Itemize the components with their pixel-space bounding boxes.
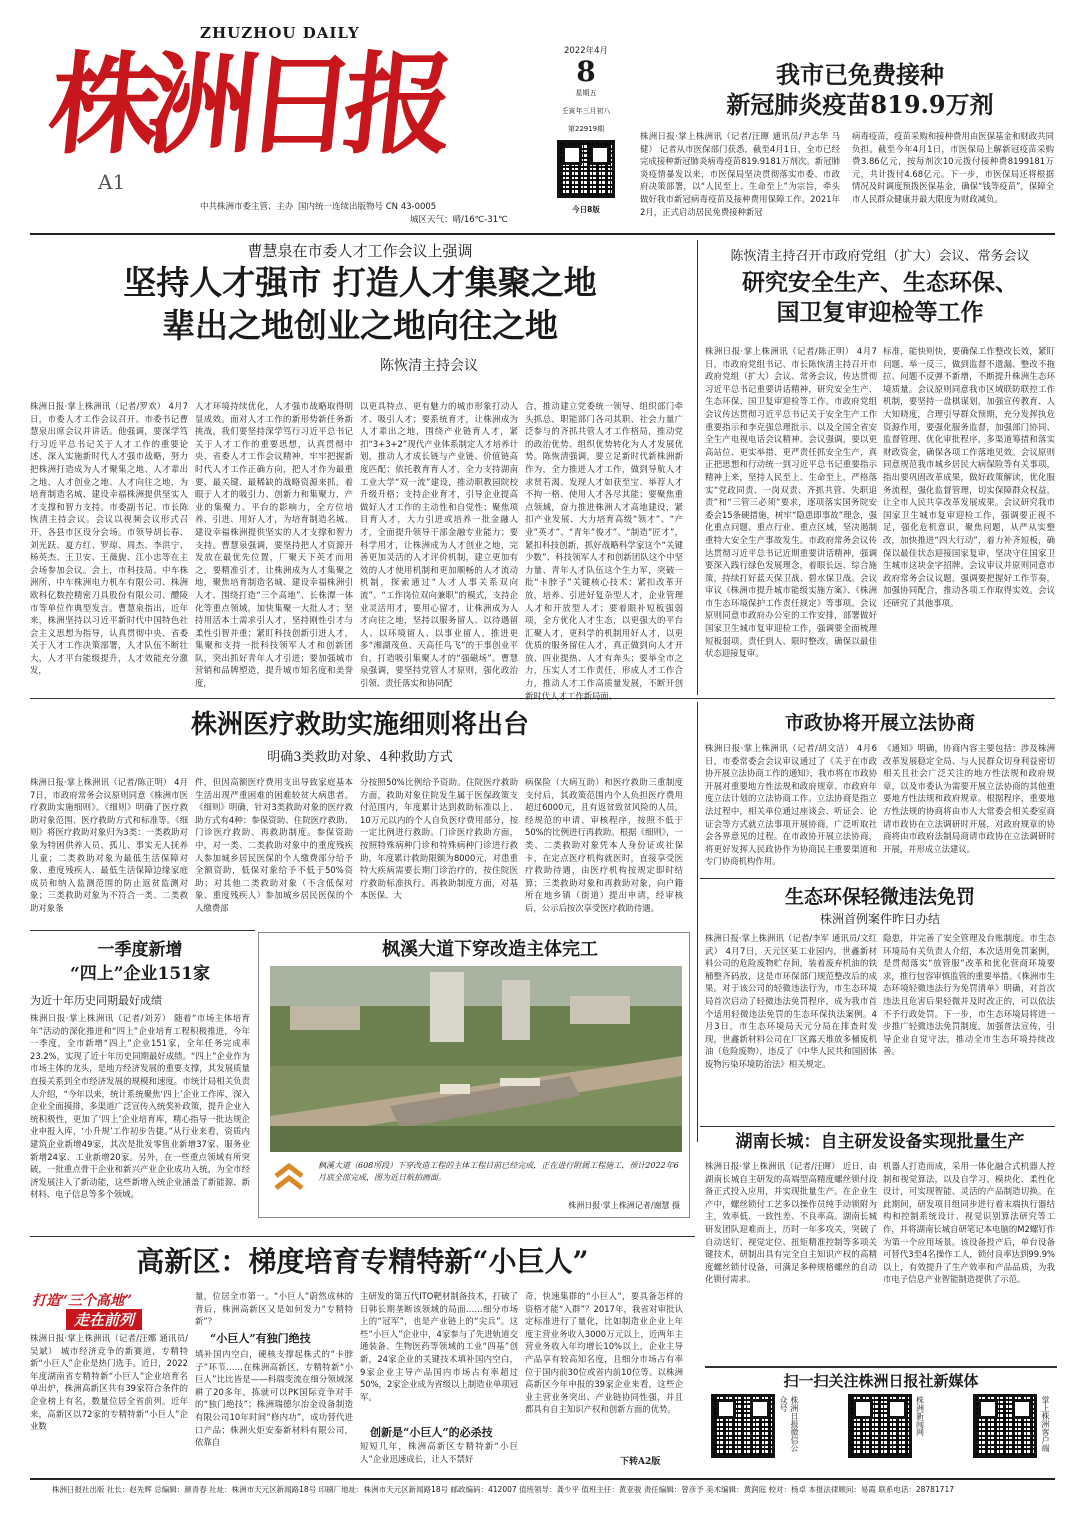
medical-title: 株洲医疗救助实施细则将出台 [190,710,529,740]
changcheng-col-2: 机器人打造而成，采用一体化融合式机器人控制和视觉算法，以及自学习、模块化、柔性化设计，可实现智能、灵活的产品制造切换。在此期间，研发项目组同步进行着末端执行器结构和控制系统设计、视觉识别算法研究等工作，并将湖南长城自研笔记本电脑的M2螺钉作为第一个应用场景。该设备投产后，单台设备可替代3至4名操作工人，锁付良率达到99.9%以上，有效提升了生产效率和产品品质，为我市电子信息产业智能制造提供了示范。 [883,1161,1055,1285]
day: 8 [576,55,596,88]
safety-col-2: 标准，能快则快，要确保工作整改长效，紧盯问题、举一反三，做到监督不遗漏、整改不拖拉、问题不反弹不新增，不断提升株洲生态环境质量。会议原则同意我市区域联防联控工作机制，要坚持一盘棋谋划，加强宣传教育、人大知晓度，合理引导群众预期，充分发挥执危资源作用，要强化服务监督，加强部门协同、监督管理、优化审批程序，多渠道筹措和落实财政资金，确保各项工作落地见效。会议原则同意规范我市城乡居民大病保险等有关事项，指出要巩固改革成果，做好政策解读，优化服务流程，强化监督管理，切实保障群众权益，让全市人民共享改革发展成果。会议研究我市国家卫生城市复审迎检工作，强调要正视不足，强化危机意识，聚焦问题，从严从实整改，加快推进“四大行动”，着力补齐短板，确保以最佳状态迎接国家复审，坚决守住国家卫生城市这块金字招牌。会议审议并原则同意市政府常务会议议题，强调要把握好工作节奏，加强协同配合，推动各项工作取得实效。会议还研究了其他事项。 [883,346,1055,608]
masthead-logo: 株洲日报 [43,40,449,169]
talent-col-2: 人才环境持续优化，人才强市战略取得明显成效。面对人才工作的新形势新任务新挑战，我们要坚持深学笃行习近平总书记关于人才工作的重要思想，认真贯彻中央、省委人才工作会议精神，牢牢把握新时代人才工作正确方向，把人才作为最重要、最关键、最稀缺的战略资源来抓，着眼于人才的吸引力、创新力和集聚力，产业的集聚力、平台的影响力，全方位培养、引进、用好人才，为培育制造名城、建设幸福株洲提供坚实的人才支撑和智力支持。曹慧泉强调，要坚持把人才资源开发放在最优先位置，厂聚天下英才而用之，要精准引才，让株洲成为人才集聚之地，聚焦培育制造名城、建设幸福株洲引人才、围绕打造“三个高地”、长株潭一体化等重点领域，加快集聚一大批人才；坚持用活本土需求引人才，坚持刚性引才与柔性引智并重；紧盯科技创新引进人才，集聚和支持一批科技领军人才和创新团队，突出抓好青年人才引进；要加强城市营销和品牌塑造，提升城市知名度和美誉度， [195,401,353,689]
talent-col-4: 合，推动建立党委统一领导、组织部门牵头抓总、职能部门各司其职、社会力量广泛参与的齐抓共管人才工作格局，推动党的政治优势、组织优势转化为人才发展优势。陈恢清强调，要立足新时代新株洲新作为，全力推进人才工作，做到导航人才求贤若渴、发现人才如获至宝、举荐人才不拘一格、使用人才各尽其能；要聚焦重点领域，奋力推进株洲人才高地建设，紧扣产业发展、大力培育高级“领才”、“产业”英才”、“青年”俊才”、“制造”匠才”，紧扣科技创新，抓好战略科学家这个“关键少数”、科技领军人才和创新团队这个中坚力量、青年人才队伍这个生力军，突破一批“卡脖子”关键核心技术；紧扣改革开放，培养、引进好复杂型人才，企业管理人才和开放型人才；要着眼补短板强弱项，全方优化人才生态，以更强大的平台汇聚人才，更科学的机制用好人才，以更优质的服务留住人才，真正做到向人才开放、四业提热、人才有奔头；要举全市之力，压实人才工作责任，形成人才工作合力，推动人才工作高质量发展，不断开创新时代人才工作新局面。 [525,401,683,701]
hitech-col-3: 主研发的第五代ITO靶材制备技术，打破了日韩长期垄断该领域的局面……细分市场上的“冠军”，也是产业链上的“尖兵”。这些“小巨人”企业中，4家参与了先进轨道交通装备、生物医药等领域的工业“四基”创新，24家企业的关键技术填补国内空白，9家企业主导产品国内市场占有率超过50%，2家企业成为省级以上制造业单项冠军。 [360,1291,518,1402]
q1-body: 株洲日报·掌上株洲讯（记者/刘芳） 随着“市场主体培育年”活动的深化推进和“四上”企业培育工程积极推进，今年一季度，全市新增“四上”企业151家，全年任务完成率23.2%，实现了近十年历史同期最好成绩。“四上”企业作为市场主体的龙头，是地方经济发展的重要支撑，其发展质量直接关系到全市经济发展的规模和速度。市统计局相关负责人介绍，“今年以来，统计系统聚焦‘四上’企业工作库，深入企业全面摸排，多渠道广泛宣传入统奖补政策，提升企业入统积极性，更加了‘四上’企业培育库，精心指导一批达规企业申报入库，‘小升规’工作初步告捷。”从行业来看，资质内建筑企业新增49家，其次是批发零售业新增37家、服务业新增24家、工业新增20家。另外，在一些重点领域有所突破，一批重点骨干企业和新兴产业企业成功入统，为全市经济发展注入了新动能，这些新增入统企业涵盖了新能源、新材料、电子信息等多个领域。 [30,1013,250,1200]
hitech-jump: 下转A2版 [620,1457,661,1467]
changcheng-col-1: 株洲日报·掌上株洲讯（记者/汪暉） 近日，由湖南长城自主研发的高端型高精度螺丝锁付设备正式投入应用，并实现批量生产。在企业生产中，螺丝锁付工艺多以操作员纯手动锁附为主，效率低、一致性差、不良率高。湖南长城研发团队迎难而上，历时一年多攻关，突破了自动送钉、视觉定位、扭矩精准控制等多项关键技术，研制出具有完全自主知识产权的高精度螺丝锁付设备，可满足多种规格螺丝的自动化锁付需求。 [705,1161,877,1285]
top-story-title-2: 新冠肺炎疫苗819.9万剂 [726,90,994,119]
medical-col-2: 件，但因高额医疗费用支出导致家庭基本生活出现严重困难的困难较贫大病患者。《细则》明确，针对3类救助对象的医疗救助方式有4种：参保资助、住院医疗救助、门诊医疗救助、再救助制度。参保资助中，对一类、二类救助对象中的重度残疾人参加城乡居民医保的个人缴费部分给予全额资助，低保对象给予不低于50%资助；对其他二类救助对象（不含低保对象、重度残疾人）参加城乡居民医保的个人缴费部 [195,777,353,913]
talent-title-1: 坚持人才强市 打造人才集聚之地 [123,263,597,302]
qr-section-title: 扫一扫关注株洲日报社新媒体 [783,1372,979,1390]
masthead-en: ZHUZHOU DAILY [200,24,360,42]
qr-wechat-label: 株洲日报微信公众号 [779,1396,799,1452]
safety-title-2: 国卫复审迎检等工作 [776,299,984,326]
eco-col-2: 隐患，并完善了安全管理及台账制度。市生态环境局有关负责人介绍，本次适用免罚案例，是贯彻落实“放管服”改革和优化营商环境要求，推行包容审慎监管的重要举措。《株洲市生态环境轻微违法行为免罚清单》明确，对首次违法且危害后果轻微并及时改正的，可以依法不予行政处罚。下一步，市生态环境局将进一步推广轻微违法免罚制度，加强普法宣传，引导企业自觉守法，推动全市生态环境持续改善。 [883,933,1055,1057]
changcheng-title: 湖南长城：自主研发设备实现批量生产 [735,1132,1025,1152]
aerial-photo-svg [270,966,682,1152]
weather: 城区天气：晴/16℃-31℃ [410,215,508,225]
cppcc-col-1: 株洲日报·掌上株洲讯（记者/胡文洁） 4月6日，市委常委会会议审议通过了《关于在市政协开展立法协商工作的通知》，我市将在市政协开展对重要地方性法规和政府规章、市政府年度立法计划的立法协商工作。立法协商是指立法过程中，相关单位通过座谈会、听证会、论证会等方式就立法事项开展协商，广泛听取社会各界意见的过程。在市政协开展立法协商，将更好发挥人民政协作为协商民主重要渠道和专门协商机构作用。 [705,743,877,867]
pages-today: 今日8版 [572,205,600,214]
hitech-col-3-head: 创新是“小巨人”的必杀技 [370,1426,493,1439]
talent-col-3: 以更具特点、更有魅力的城市形象打动人才、吸引人才；要系统育才，让株洲成为人才辈出之地，围绕产业链育人才，紧扣“3+3+2”现代产业体系制定人才培养计划，推动人才成长链与产业链、价值链高度匹配；依托教育育人才，全力支持湖南工业大学“双一流”建设，推动职教园院校升级升格；支持企业育才，引导企业提高做好人才工作的主动性和自觉性；聚焦项目育人才，大力引进或培养一批金融人才，全面提升领导干部金融专业能力；要科学用才，让株洲成为人才创业之地，完善更加灵活的人才评价机制，建立更加有效的人才使用机制和更加顺畅的人才流动机制，探索通过“人才人事关系双向流”、“工作岗位双向兼职”的模式，支持企业灵活用才，要用心留才，让株洲成为人才向往之地，坚持以服务留人、以待遇留人、以环境留人、以事业留人，推进更多“湘湖茂鱼、天高任鸟飞”的干事创业平台，打造吸引集聚人才的“强磁场”。曹慧泉强调，要坚持党管人才原则，强化政治引领、责任落实和协同配 [360,401,518,689]
talent-title-2: 辈出之地创业之地向往之地 [162,306,558,345]
page-number: A1 [98,170,126,194]
hitech-title: 高新区：梯度培育专精特新“小巨人” [136,1245,589,1278]
talent-col-1: 株洲日报·掌上株洲讯（记者/罗欢） 4月7日，市委人才工作会议召开。市委书记曹慧泉出席会议并讲话。他强调，要深学笃行习近平总书记关于人才工作的重要论述，深入实施新时代人才强市战略，努力把株洲打造成为人才聚集之地、人才辈出之地、人才创业之地、人才向往之地，为培育制造名城、建设幸福株洲提供坚实人才支撑和智力支持。市委副书记、市长陈恢清主持会议。会议以视频会议形式召开，各县市区设分会场。市领导胡长春、刘光跃、夏方红、罗琼、周杰、李洪宁、杨英杰、王卫安、王薇旎、江小忠等在主会场参加会议。会上，市科技局、中车株洲所、中车株洲电力机车有限公司、株洲欧科亿数控精密刀具股份有限公司、醴陵市等单位作典型发言。曹慧泉指出，近年来，株洲坚持以习近平新时代中国特色社会主义思想为指导，认真贯彻中央、省委关于人才工作决策部署，人才队伍不断壮大，人才平台能级提升，人才效能充分激发， [30,401,188,676]
top-story-col-2: 病毒疫苗，疫苗采购和接种费用由医保基金和财政共同负担。截至今年4月1日，市医保局上解新冠疫苗采购费3.86亿元，按每剂次10元拨付接种费8199181万元，共计拨付4.68亿元。下一步，市医保局还将根据情况及时调度预拨医保基金，确保“钱等疫苗”，保障全市人民群众健康并最大限度为财政减负。 [852,131,1054,204]
top-story-title-1: 我市已免费接种 [776,60,944,89]
medical-col-4: 病保险（大病互助）和医疗救助三重制度支付后，其政策范围内个人负担医疗费用超过6000元，且有返贫致贫风险的人员，经规范的申请、审核程序，按照不低于50%的比例进行再救助。根据《细则》，一类、二类救助对象凭本人身份证或社保卡，在定点医疗机构就医时，直接享受医疗救助待遇，由医疗机构按规定即时结算；三类救助对象和再救助对象，向户籍所在地乡镇（街道）提出申请，经审核后，公示后按次享受医疗救助待遇。 [525,777,683,913]
cppcc-col-2: 《通知》明确，协商内容主要包括：涉及株洲改革发展稳定全局、与人民群众切身利益密切相关且社会广泛关注的地方性法规和政府规章，以及市委认为需要开展立法协商的其他重要地方性法规和政府规章。根据程序，重要地方性法规的协商将由市人大常委会相关委室商请市政协在立法调研时开展，对政府规章的协商将由市政府法制局商请市政协在立法调研时开展，并形成立法建议。 [883,743,1055,854]
qr-app-icon [973,1394,1037,1458]
qr-item-app[interactable] [973,1394,1051,1458]
photo-credit: 株洲日报·掌上株洲记者/谢慧 摄 [568,1201,680,1210]
safety-col-1: 株洲日报·掌上株洲讯（记者/陈正明） 4月7日，市政府党组书记、市长陈恢清主持召开市政府党组（扩大）会议、常务会议，传达贯彻习近平总书记重要讲话精神，研究安全生产、生态环保、国卫复审迎检等工作。市政府党组会议传达贯彻习近平总书记关于安全生产工作重要指示和李克强总理批示、以及全国全省安全生产电视电话会议精神。会议强调，要以更高站位、更实举措、更严责任抓安全生产，真正把思想和行动统一到习近平总书记重要指示精神上来，坚持人民至上、生命至上，严格落实“党政同责、一岗双责、齐抓共管、失职追责”和“三管三必须”要求，逐项落实国务院安委会15条硬措施，树牢“隐患即事故”理念，强化重点问题、重点行业、重点区域，坚决遏制重特大安全生产事故发生。市政府常务会议传达贯彻习近平总书记近期重要讲话精神，强调要深入践行绿色发展理念，着眼长远、综合施策，持续打好蓝天保卫战、碧水保卫战。会议审议《株洲市提升城市能级实施方案》、《株洲市生态环境保护工作责任规定》等事项。会议原则同意市政府办公室的工作安排，部署做好国家卫生城市复审迎检工作，强调要全面梳理短板弱项，责任到人、限时整改，确保以最佳状态迎接复审。 [705,346,877,659]
issue-number: 第22919期 [567,125,605,133]
medical-col-1: 株洲日报·掌上株洲讯（记者/陈正明） 4月7日，市政府常务会议原则同意《株洲市医疗救助实施细则》。《细则》明确了医疗救助对象范围、医疗救助方式和标准等。《细则》将医疗救助对象归为3类：一类救助对象为特困供养人员、孤儿、事实无人抚养儿童；二类救助对象为最低生活保障对象、重度残疾人、最低生活保障边缘家庭成员和纳入监测范围的防止返贫监测对象；三类救助对象为不符合一类、二类救助对象条 [30,777,188,913]
photo-title: 枫溪大道下穿改造主体完工 [382,939,598,960]
date-box [555,44,617,224]
qr-wechat-icon [711,1394,775,1458]
medical-col-3: 分按照50%比例给予资助。住院医疗救助方面，救助对象住院发生属于医保政策支付范围内，年度累计达到救助标准以上、10万元以内的个人自负医疗费用部分，按一定比例进行救助。门诊医疗救助方面，按照特殊病种门诊和特殊病种门诊进行救助，年度累计救助限额为8000元，对患重特大疾病需要长期门诊治疗的，按住院医疗救助标准执行。再救助制度方面，对基本医保、大 [360,777,518,901]
qr-item-wechat[interactable] [711,1394,800,1458]
q1-title-2: “四上”企业151家 [69,964,211,984]
hitech-badge-2: 走在前列 [66,1309,142,1330]
footer-text: 株洲日报社出版 社长：赵先辉 总编辑：颜青春 社址：株洲市天元区新闻路18号 印刷厂地址：株洲市天元区新闻路18号 邮政编码：412007 值班领导：龚少平 值班主任：黄亚骏 责任编辑：曾彦予 美术编辑：黄润庭 校对：杨卓 本报法律顾问：易霞 联系电话：28781717 [52,1485,954,1494]
cppcc-title: 市政协将开展立法协商 [784,712,975,734]
talent-sub: 陈恢清主持会议 [380,358,478,374]
safety-kicker: 陈恢清主持召开市政府党组（扩大）会议、常务会议 [730,249,1030,264]
weekday: 星期五 [575,89,597,97]
cn-number: 国内统一连续出版物号 CN 43-0005 [298,202,437,212]
q1-title-1: 一季度新增 [97,940,183,960]
medical-sub: 明确3类救助对象、4种救助方式 [267,750,453,765]
year-month: 2022年4月 [563,46,609,56]
hitech-col-2b: 填补国内空白，硬核支撑起株式的“卡脖子”环节……在株洲高新区，专精特新“小巨人”比比皆是——科瑞变流在细分领域深耕了20多年，拣就可以PK国际竞争对手的“独门绝技”；株洲瑞德尔冶金设备制造有限公司10年时间“修内功”，成功替代进口产品；株洲火炬安泰新材料有限公司，依靠自 [195,1349,353,1448]
hitech-col-3b: 短短几年，株洲高新区专精特新“小巨人”企业迅速成长，让人不禁好 [360,1441,518,1464]
qr-news-site-label: 株洲新闻网 [915,1396,925,1436]
top-story-col-1: 株洲日报·掌上株洲讯（记者/汪暉 通讯员/尹志华 马健） 记者从市医保部门获悉，截至4月1日，全市已经完成接种新冠肺炎病毒疫苗819.9181万剂次。新冠肺炎疫情暴发以来，市医保局坚决贯彻落实市委、市政府决策部署，以“人民至上、生命至上”为宗旨，牵头做好我市新冠病毒疫苗及接种费用保障工作。2021年2月，正式启动居民免费接种新冠 [640,131,840,217]
qr-news-site-icon [848,1394,912,1458]
eco-col-1: 株洲日报·掌上株洲讯（记者/李军 通讯员/文红武） 4月7日，天元区某工业园内，世鑫新材料公司的危险废物贮存间，装着废弃机油的铁桶整齐码放，这是市环保部门规范整改后的成果。对于该公司的轻微违法行为，市生态环境局首次启动了轻微违法免罚程序，成为我市首个适用轻微违法免罚的生态环保执法案例。4月3日，市生态环境局天元分局在排查时发现，世鑫新材料公司在厂区露天堆放多桶废机油（危险废物），违反了《中华人民共和国固体废物污染环境防治法》相关规定。 [705,933,877,1069]
photo-chevron-icon [272,1160,306,1194]
lunar-date: 壬寅年三月初八 [561,107,611,115]
publisher: 中共株洲市委主管、主办 [200,202,294,212]
hitech-badge-1: 打造“三个高地” [32,1293,133,1309]
talent-kicker: 曹慧泉在市委人才工作会议上强调 [247,242,473,260]
qr-item-news-site[interactable] [848,1394,926,1458]
qr-code-icon [557,140,615,198]
eco-sub: 株洲首例案件昨日办结 [819,912,940,926]
qr-app-label: 掌上株洲客户端 [1041,1396,1050,1452]
q1-sub: 为近十年历史同期最好成绩 [30,994,162,1007]
hitech-col-2-head: “小巨人”有独门绝技 [210,1332,311,1345]
eco-title: 生态环保轻微违法免罚 [784,886,975,908]
photo-caption: 枫溪大道（608所段）下穿改造工程的主体工程目前已经完成，正在进行附属工程施工，预计2022年6月底全部完成，图为近日航拍画面。 [318,1161,679,1182]
safety-title-1: 研究安全生产、生态环保、 [742,269,1018,296]
aerial-photo [270,966,682,1152]
hitech-col-4: 奇，快速集群的“小巨人”，要具备怎样的资格才能“入群”？2017年，我省对审批认定标准进行了量化，比如制造业企业上年度主营业务收入3000万元以上，近两年主营业务收入年均增长10%以上，企业主导产品享有较高知名度，且细分市场占有率位于国内前30位或省内前10位等。以株洲高新区今年申报的39家企业来看，这些企业主营业务突出、产业链协同性强，并且都具有自主知识产权和创新方面的优势。 [525,1291,683,1415]
hitech-col-1: 株洲日报·掌上株洲讯（记者/汪娜 通讯员/吴斌） 城市经济竞争的新赛道，专精特新“小巨人”企业是热门选手。近日，2022年度湖南省专精特新“小巨人”企业培育名单出炉，株洲高新区共有39家符合条件的企业榜上有名，数量位居全省前列。近年来，高新区以72家的专精特新“小巨人”企业数 [30,1333,188,1432]
hitech-col-2: 量，位居全市第一。“小巨人”蔚然成林的背后，株洲高新区又是如何发力“专精特新”？ [195,1291,353,1327]
qr-section [705,1366,1057,1472]
